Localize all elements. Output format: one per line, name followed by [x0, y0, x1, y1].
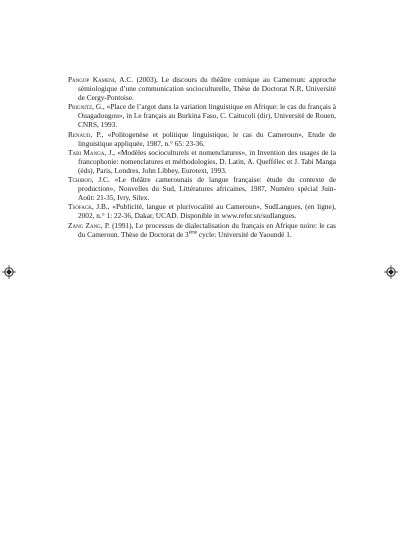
registration-mark-icon — [384, 265, 398, 279]
entry-author: Renaud, P., — [68, 129, 104, 139]
entry-ordinal-superscript: ème — [188, 230, 198, 236]
entry-author: Tchiboo, J.C. — [68, 175, 110, 185]
registration-mark-icon — [2, 265, 16, 279]
bibliography-entry — [68, 175, 336, 202]
bibliography-entry — [68, 202, 336, 220]
bibliography-entry — [68, 130, 336, 148]
entry-text: «Modèles socioculturels et nomenclatures», in Invention des usages de la francophonie: nomenclatures et méthodologies, D. Latin, A. Queffélec et J. Tabi Manga (éds), Paris, Londres, John Libbey, Eurotext, 1993. — [78, 147, 336, 175]
bibliography-entry — [68, 221, 336, 239]
entry-author: Pangop Kameni, A.C. — [68, 75, 134, 84]
entry-text: (2003), Le discours du théâtre comique au Cameroun: approche sémiologique d’une communication socioculturelle, Thèse de Doctorat N.R, Université de Cergy-Pontoise. — [78, 75, 336, 103]
entry-text: cycle: Université de Yaoundé 1. — [197, 229, 292, 239]
bibliography-entry — [68, 75, 336, 102]
entry-author: Tsofack, J.B., — [68, 202, 110, 212]
entry-author: Zang Zang, P. — [68, 220, 110, 230]
entry-text: «Politogenèse et politique linguistique, le cas du Cameroun», Etude de linguistique appliquée, 1987, n.° 65: 23-36. — [78, 129, 336, 148]
entry-author: Tabi Manga, J., — [68, 147, 115, 157]
entry-text: «Le théâtre camerounais de langue française: étude du contexte de production», Nouvelles du Sud, Littératures africaines, 1987, Numéro spécial Juin-Août: 21-35, Ivry, Silex. — [78, 175, 336, 203]
bibliography-list — [68, 75, 336, 239]
entry-author: Prignitz, G., — [68, 102, 105, 112]
entry-text: (1991), Le processus de dialectalisation du français en Afrique noire: le cas du Cameroun. Thèse de Doctorat de 3 — [78, 220, 336, 239]
entry-text: «Publicité, langue et plurivocalité au Cameroun», SudLangues, (en ligne), 2002, n.° 1: 22-36, Dakar, UCAD. Disponible in www.refer.sn/sudlangues. — [78, 202, 336, 221]
entry-text: «Place de l’argot dans la variation linguistique en Afrique: le cas du français à Ouagadougou», in Le français au Burkina Faso, C. Caitucoli (dir), Université de Rouen, CNRS, 1993. — [78, 102, 336, 130]
bibliography-entry — [68, 102, 336, 129]
bibliography-entry — [68, 148, 336, 175]
